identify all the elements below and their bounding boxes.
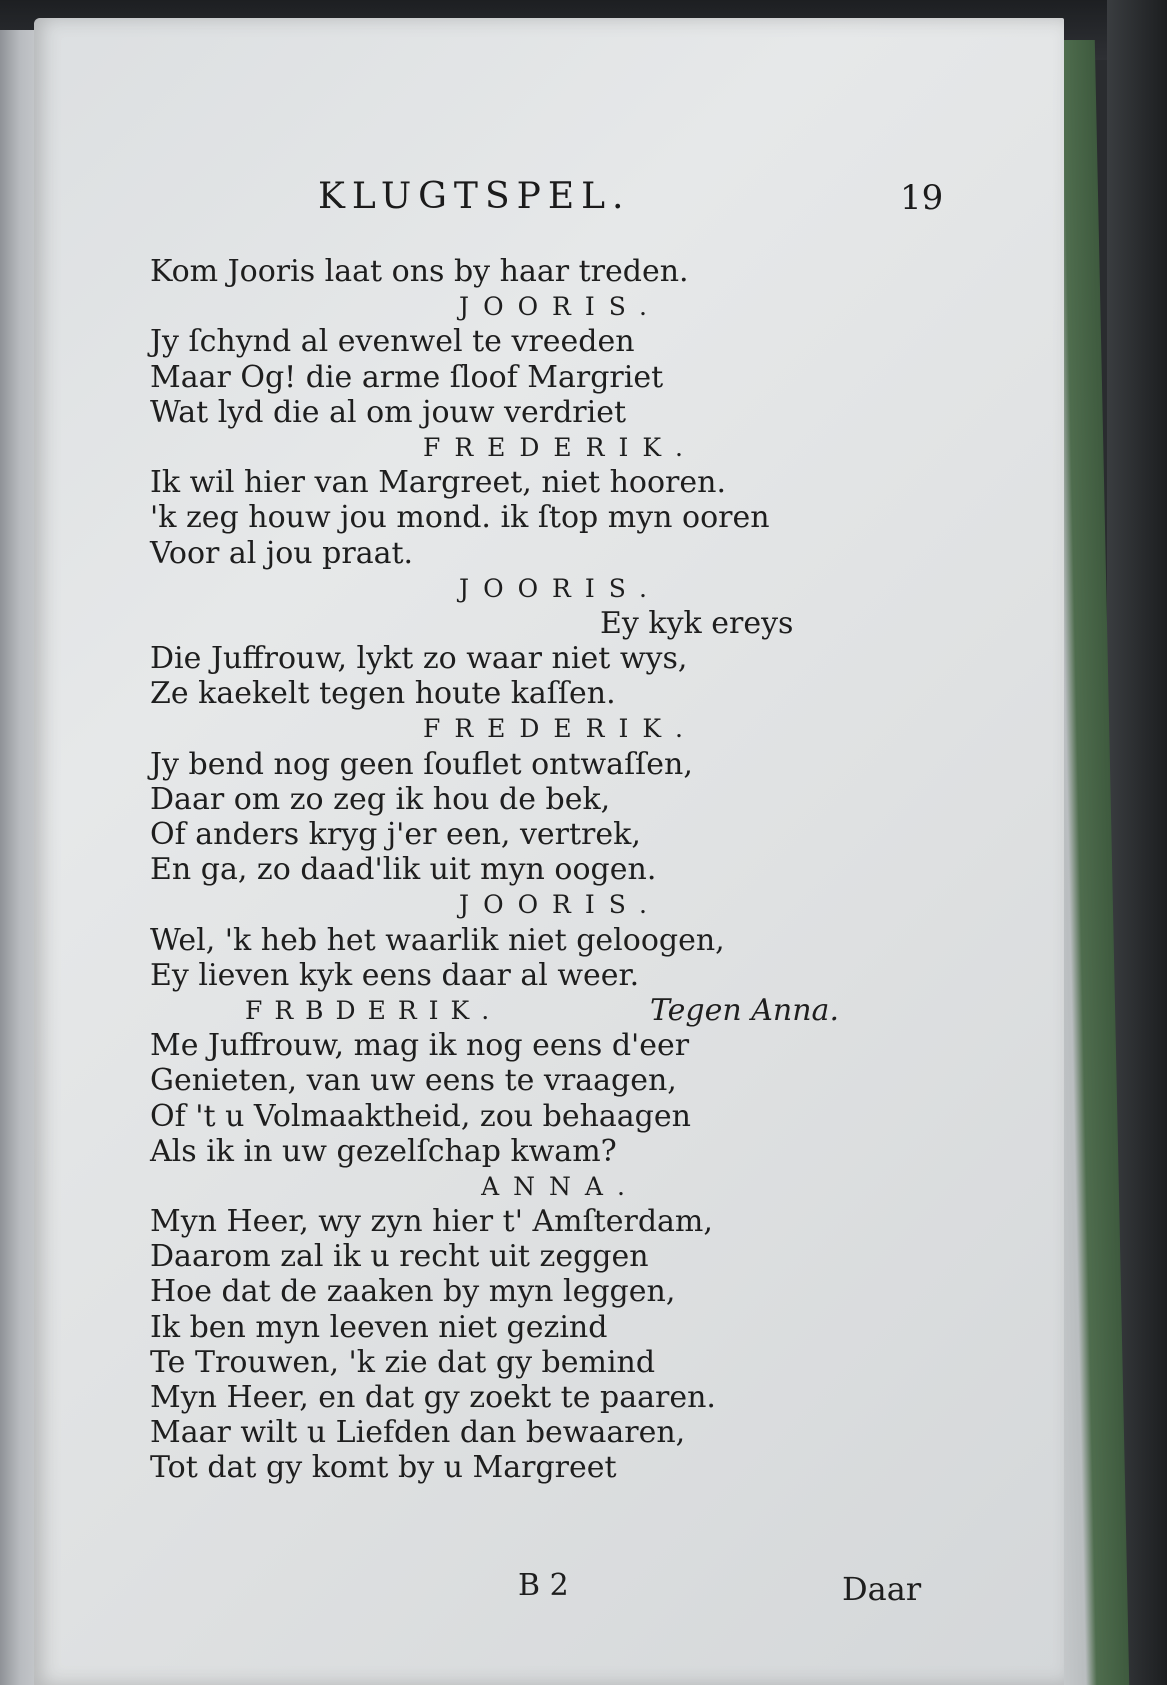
- speaker-name: FREDERIK.: [422, 714, 698, 744]
- verse-line: En ga, zo daad'lik uit myn oogen.: [150, 852, 657, 888]
- verse-line: Maar Og! die arme ſloof Margriet: [150, 359, 664, 395]
- verse-line: Ey lieven kyk eens daar al weer.: [150, 957, 640, 993]
- verse-line: Ik ben myn leeven niet gezind: [150, 1309, 608, 1345]
- verse-line: Ze kaekelt tegen houte kaſſen.: [150, 676, 616, 712]
- speaker-name: FRBDERIK.: [245, 995, 502, 1025]
- stage-direction: Tegen Anna.: [650, 992, 839, 1028]
- verse-line: Myn Heer, en dat gy zoekt te paaren.: [150, 1380, 716, 1415]
- verse-line: Genieten, van uw eens te vraagen,: [150, 1063, 677, 1099]
- verse-line: Kom Jooris laat ons by haar treden.: [150, 254, 689, 289]
- verse-line: Jy bend nog geen ſouflet ontwaſſen,: [150, 746, 693, 782]
- play-text: [150, 254, 1010, 1486]
- verse-line: Of anders kryg j'er een, vertrek,: [150, 817, 641, 852]
- page-number: 19: [900, 178, 944, 218]
- verse-line: Of 't u Volmaaktheid, zou behaagen: [150, 1098, 691, 1134]
- verse-line: Wel, 'k heb het waarlik niet geloogen,: [150, 922, 725, 958]
- verse-line: Myn Heer, wy zyn hier t' Amſterdam,: [150, 1204, 713, 1240]
- verse-line: Wat lyd die al om jouw verdriet: [150, 394, 627, 430]
- speaker-name: JOORIS.: [459, 573, 661, 603]
- verse-line: Me Juffrouw, mag ik nog eens d'eer: [150, 1028, 690, 1064]
- page-footer: [34, 1568, 1064, 1618]
- running-title: KLUGTSPEL.: [318, 176, 631, 217]
- verse-line: Maar wilt u Liefden dan bewaaren,: [150, 1415, 686, 1451]
- verse-line: Ik wil hier van Margreet, niet hooren.: [150, 465, 726, 501]
- verse-line: Voor al jou praat.: [150, 535, 414, 571]
- speaker-name: ANNA.: [481, 1171, 639, 1201]
- verse-line: Als ik in uw gezelſchap kwam?: [150, 1133, 617, 1169]
- verse-line: Jy ſchynd al evenwel te vreeden: [150, 324, 635, 360]
- page-header: [34, 176, 1064, 236]
- verse-line: Daar om zo zeg ik hou de bek,: [150, 781, 611, 817]
- speaker-line: [150, 993, 1010, 1028]
- verse-line: 'k zeg houw jou mond. ik ſtop myn ooren: [150, 500, 770, 536]
- verse-line: Tot dat gy komt by u Margreet: [150, 1450, 617, 1486]
- verse-line: Ey kyk ereys: [600, 605, 794, 641]
- speaker-name: FREDERIK.: [422, 432, 698, 462]
- catchword: Daar: [842, 1570, 922, 1608]
- verse-line: Die Juffrouw, lykt zo waar niet wys,: [150, 641, 688, 677]
- verse-line: Te Trouwen, 'k zie dat gy bemind: [150, 1344, 656, 1380]
- verse-line: Hoe dat de zaaken by myn leggen,: [150, 1274, 676, 1310]
- verse-line: Daarom zal ik u recht uit zeggen: [150, 1239, 649, 1275]
- speaker-name: JOORIS.: [459, 890, 661, 920]
- book-page: [34, 18, 1064, 1685]
- speaker-name: JOORIS.: [459, 292, 661, 322]
- signature-mark: B 2: [518, 1568, 569, 1603]
